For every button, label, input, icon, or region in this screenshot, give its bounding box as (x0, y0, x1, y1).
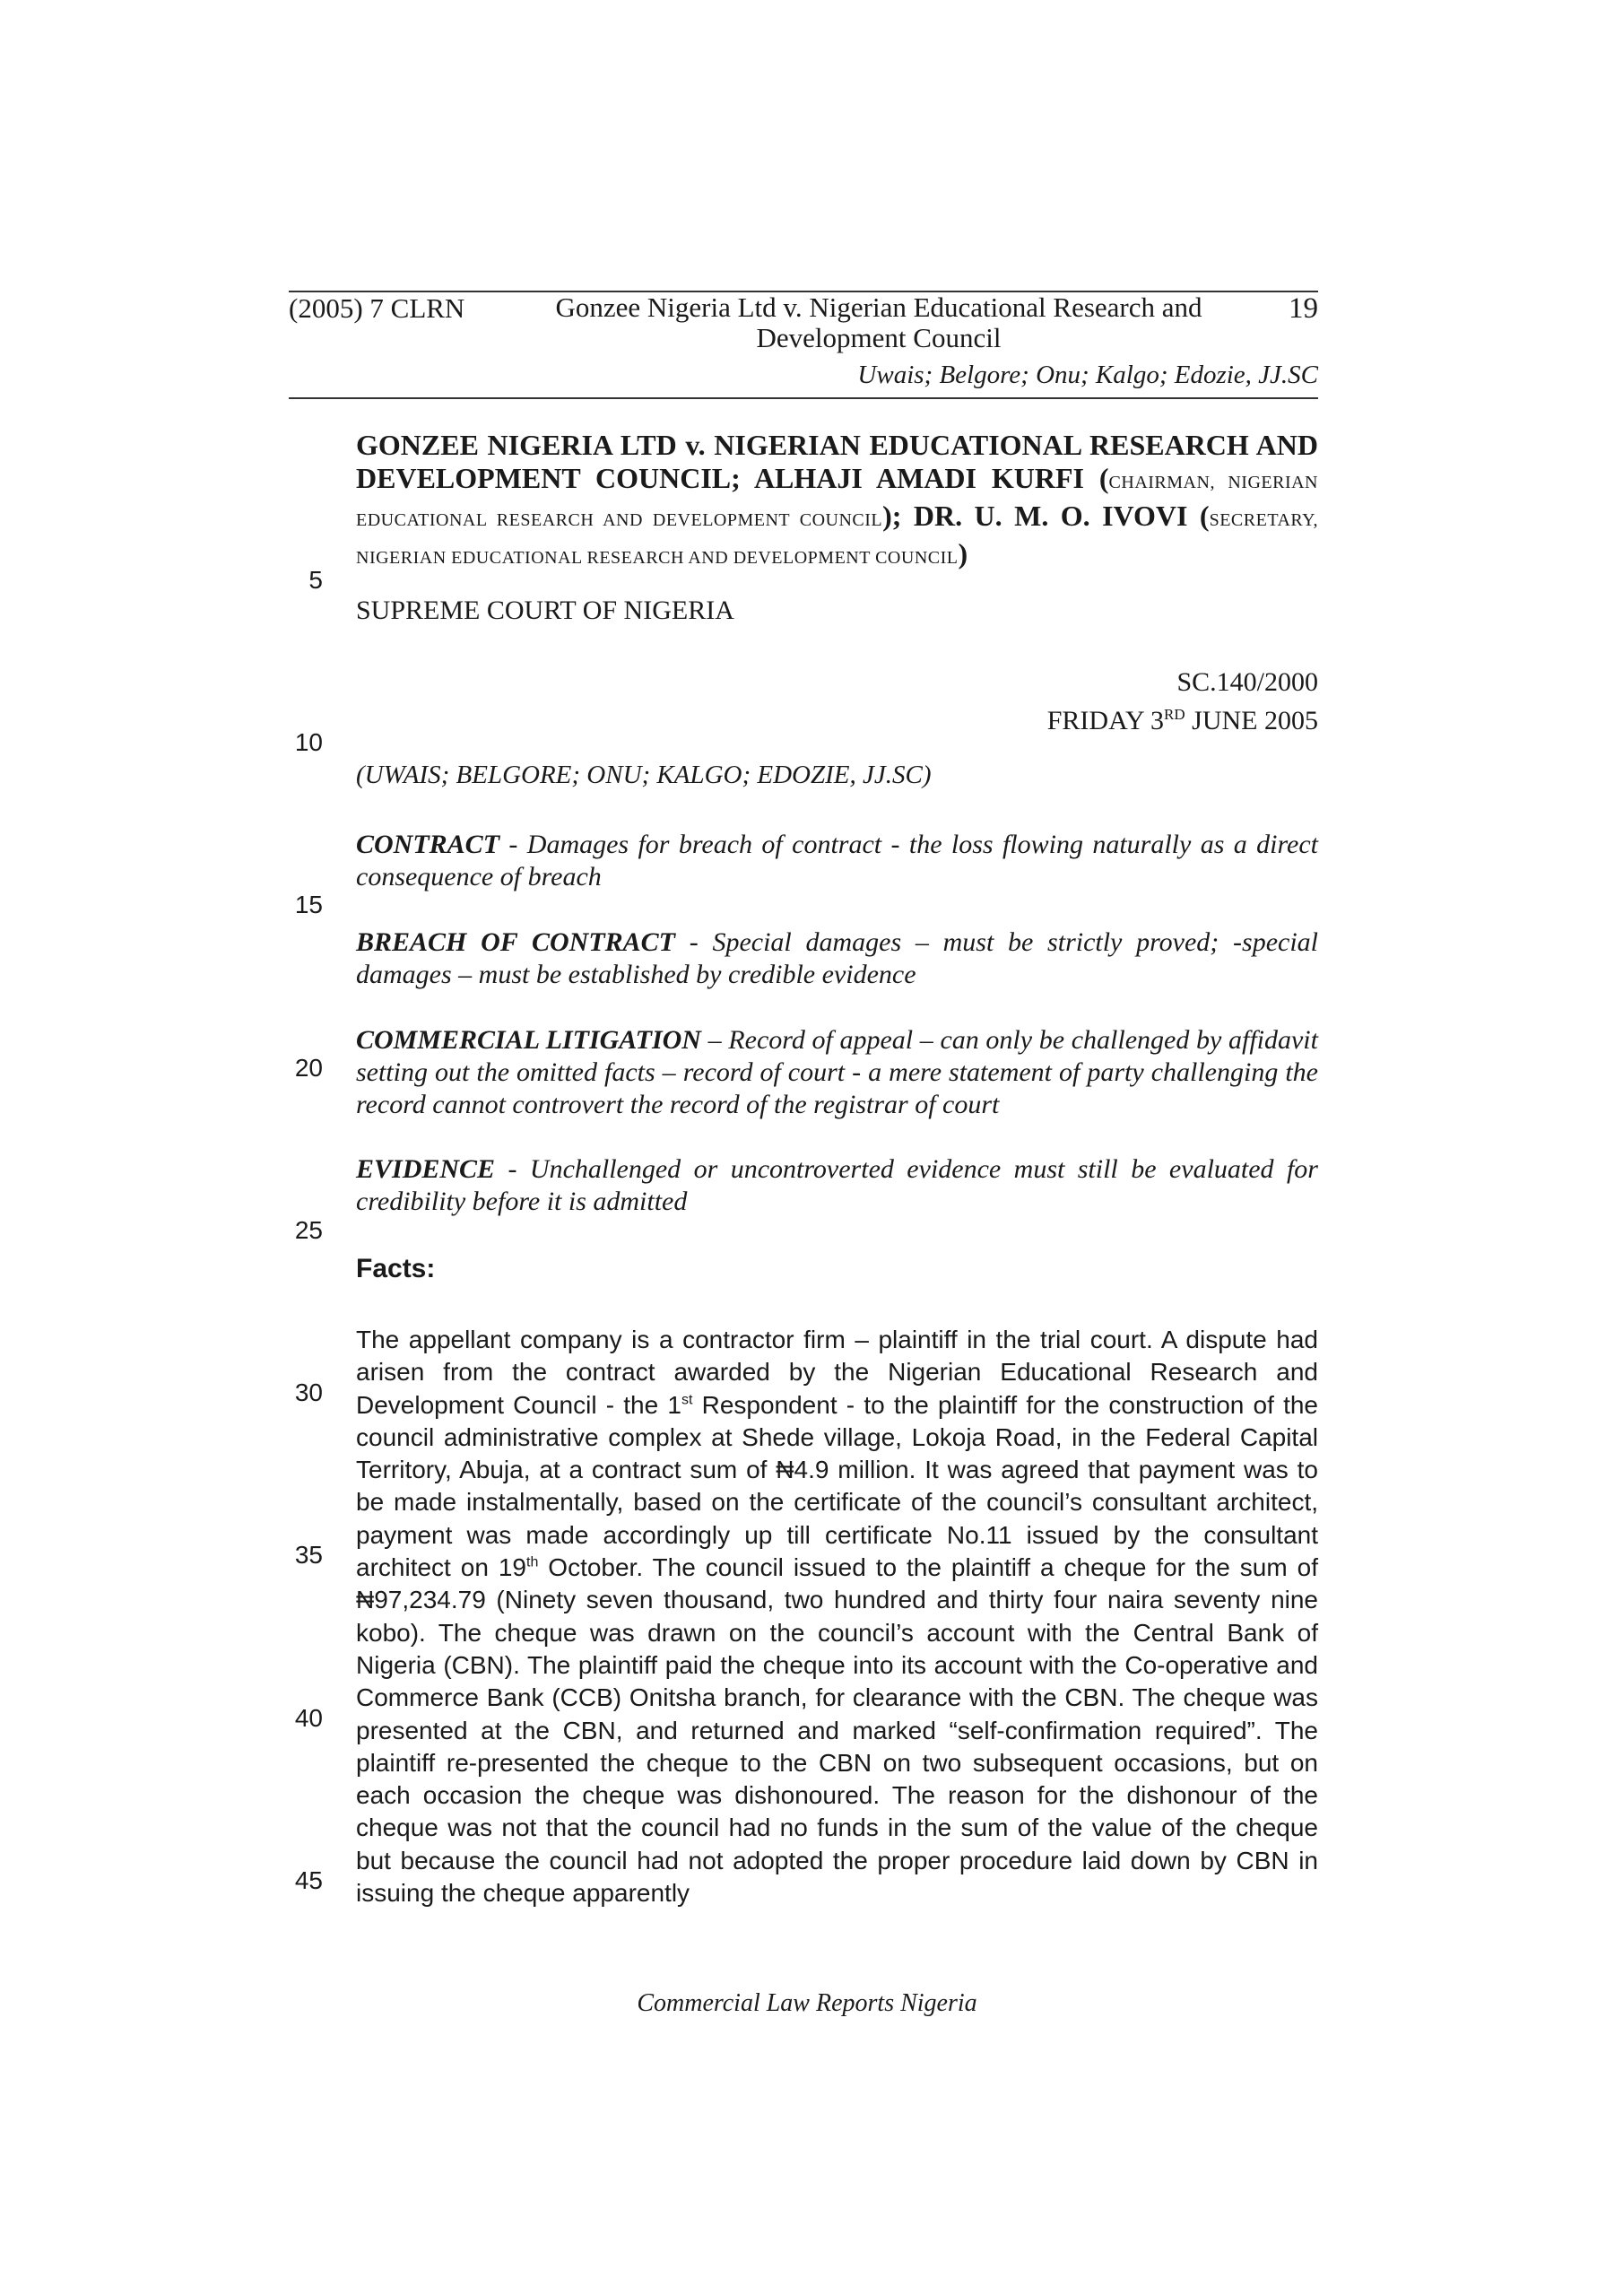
line-number: 40 (294, 1704, 323, 1732)
bench: (UWAIS; BELGORE; ONU; KALGO; EDOZIE, JJ.SC) (356, 761, 932, 789)
parties-role-2: SECRETARY, NIGERIAN EDUCATIONAL RESEARCH AND DEVELOPMENT COUNCIL (356, 510, 1318, 568)
headnote-heading: CONTRACT (356, 830, 500, 859)
headnote-heading: COMMERCIAL LITIGATION (356, 1025, 701, 1055)
line-number: 20 (294, 1054, 323, 1082)
header-bottom-rule (289, 397, 1318, 399)
parties-text-2: ); DR. U. M. O. IVOVI ( (882, 500, 1210, 532)
judgment-date: FRIDAY 3RD JUNE 2005 (1046, 706, 1318, 735)
headnote-text: - Special damages – must be strictly proved; -special damages – must be established by credible evidence (356, 927, 1318, 989)
headnote (356, 1024, 1318, 1121)
headnote (356, 926, 1318, 991)
headnote-heading: BREACH OF CONTRACT (356, 927, 675, 957)
case-title-line-1: Gonzee Nigeria Ltd v. Nigerian Educational Research and (555, 291, 1202, 323)
line-number: 10 (294, 728, 323, 756)
report-citation: (2005) 7 CLRN (289, 292, 465, 324)
headnote-text: – Record of appeal – can only be challenged by affidavit setting out the omitted facts – record of court - a mere statement of party challenging the record cannot controvert the record of the registrar of court (356, 1025, 1318, 1119)
case-title-header (502, 292, 1255, 353)
facts-heading: Facts: (356, 1254, 436, 1283)
line-number: 25 (294, 1216, 323, 1244)
parties-text-1: GONZEE NIGERIA LTD v. NIGERIAN EDUCATIONAL RESEARCH AND DEVELOPMENT COUNCIL; ALHAJI AMADI KURFI ( (356, 429, 1318, 494)
header-judges: Uwais; Belgore; Onu; Kalgo; Edozie, JJ.SC (857, 361, 1318, 389)
headnote (356, 1153, 1318, 1218)
line-number: 5 (308, 566, 323, 594)
parties-role-1: CHAIRMAN, NIGERIAN EDUCATIONAL RESEARCH AND DEVELOPMENT COUNCIL (356, 473, 1318, 530)
headnote-text: - Damages for breach of contract - the loss flowing naturally as a direct consequence of breach (356, 830, 1318, 891)
line-number: 45 (294, 1866, 323, 1894)
headnote-text: - Unchallenged or uncontroverted evidence must still be evaluated for credibility before it is admitted (356, 1154, 1318, 1216)
case-parties (356, 429, 1318, 575)
headnote-heading: EVIDENCE (356, 1154, 496, 1184)
line-number: 35 (294, 1541, 323, 1569)
court-name: SUPREME COURT OF NIGERIA (356, 596, 734, 625)
case-title-line-2: Development Council (756, 322, 1002, 353)
parties-text-3: ) (958, 537, 968, 570)
page-number: 19 (1289, 292, 1318, 325)
line-number: 30 (294, 1378, 323, 1406)
header-top-rule (289, 291, 1318, 292)
line-number: 15 (294, 891, 323, 918)
facts-paragraph: The appellant company is a contractor firm – plaintiff in the trial court. A dispute had arisen from the contract awarded by the Nigerian Educational Research and Development Council - the 1st Respondent - to the plaintiff for the construction of the council administrative complex at Shede village, Lokoja Road, in the Federal Capital Territory, Abuja, at a contract sum of ₦4.9 million. It was agreed that payment was to be made instalmentally, based on the certificate of the council’s consultant architect, payment was made accordingly up till certificate No.11 issued by the consultant architect on 19th October. The council issued to the plaintiff a cheque for the sum of ₦97,234.79 (Ninety seven thousand, two hundred and thirty four naira seventy nine kobo). The cheque was drawn on the council’s account with the Central Bank of Nigeria (CBN). The plaintiff paid the cheque into its account with the Co-operative and Commerce Bank (CCB) Onitsha branch, for clearance with the CBN. The cheque was presented at the CBN, and returned and marked “self-confirmation required”. The plaintiff re-presented the cheque to the CBN on two subsequent occasions, but on each occasion the cheque was dishonoured. The reason for the dishonour of the cheque was not that the council had no funds in the sum of the value of the cheque but because the council had not adopted the proper procedure laid down by CBN in issuing the cheque apparently (356, 1326, 1318, 1908)
page-footer: Commercial Law Reports Nigeria (637, 1989, 977, 2017)
suit-number: SC.140/2000 (1176, 667, 1318, 697)
suit-info (897, 666, 1318, 737)
headnote (356, 829, 1318, 893)
